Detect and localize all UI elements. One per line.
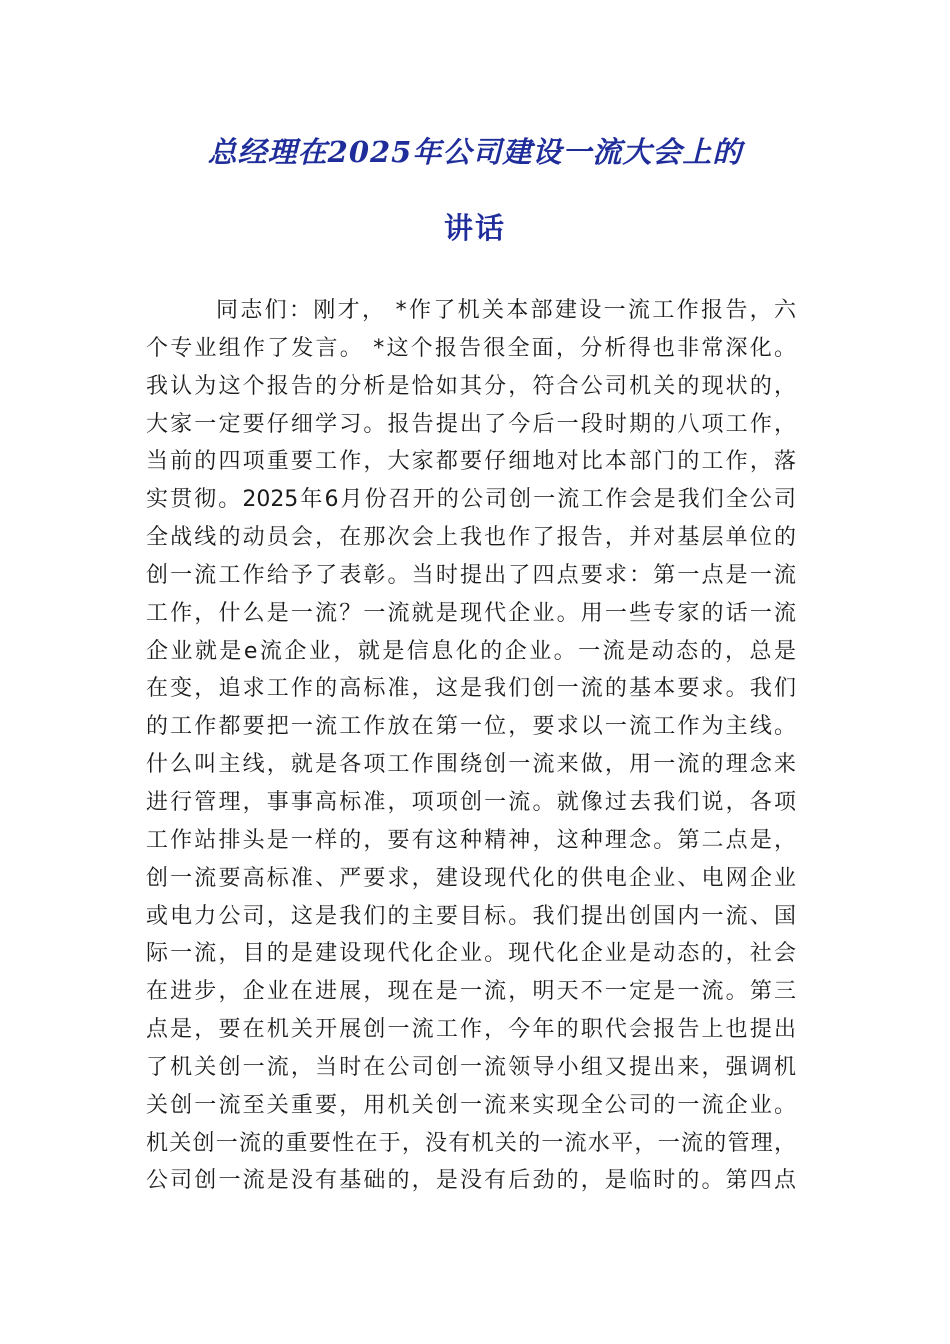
document-title-line-1: 总经理在2025年公司建设一流大会上的 <box>207 135 743 169</box>
body-line: 进行管理，事事高标准，项项创一流。就像过去我们说，各项 <box>146 789 796 815</box>
body-line: 我认为这个报告的分析是恰如其分，符合公司机关的现状的， <box>146 373 796 399</box>
body-line: 机关创一流的重要性在于，没有机关的一流水平，一流的管理， <box>146 1130 796 1156</box>
body-line: 的工作都要把一流工作放在第一位，要求以一流工作为主线。 <box>146 714 796 740</box>
document-title-line-2: 讲话 <box>443 211 506 245</box>
body-line: 当前的四项重要工作，大家都要仔细地对比本部门的工作，落 <box>146 449 796 475</box>
body-line: 工作，什么是一流？一流就是现代企业。用一些专家的话一流 <box>146 600 796 626</box>
body-line: 在进步，企业在进展，现在是一流，明天不一定是一流。第三 <box>146 979 796 1005</box>
body-line: 个专业组作了发言。 *这个报告很全面，分析得也非常深化。 <box>146 335 796 361</box>
body-line: 工作站排头是一样的，要有这种精神，这种理念。第二点是， <box>146 827 796 853</box>
body-line: 点是，要在机关开展创一流工作，今年的职代会报告上也提出 <box>146 1017 796 1043</box>
body-line: 全战线的动员会，在那次会上我也作了报告，并对基层单位的 <box>146 525 796 551</box>
body-line: 公司创一流是没有基础的，是没有后劲的，是临时的。第四点 <box>146 1168 796 1194</box>
body-line: 创一流工作给予了表彰。当时提出了四点要求：第一点是一流 <box>146 562 796 588</box>
body-line: 大家一定要仔细学习。报告提出了今后一段时期的八项工作， <box>146 411 796 437</box>
body-line: 企业就是e流企业，就是信息化的企业。一流是动态的，总是 <box>146 638 796 664</box>
body-line: 同志们：刚才， *作了机关本部建设一流工作报告，六 <box>216 298 796 323</box>
speech-body <box>146 292 796 1200</box>
body-line: 关创一流至关重要，用机关创一流来实现全公司的一流企业。 <box>146 1092 796 1118</box>
body-line: 或电力公司，这是我们的主要目标。我们提出创国内一流、国 <box>146 903 796 929</box>
body-line: 什么叫主线，就是各项工作围绕创一流来做，用一流的理念来 <box>146 752 796 778</box>
body-line: 在变，追求工作的高标准，这是我们创一流的基本要求。我们 <box>146 676 796 702</box>
body-line: 创一流要高标准、严要求，建设现代化的供电企业、电网企业 <box>146 865 796 891</box>
body-line: 实贯彻。2025年6月份召开的公司创一流工作会是我们全公司 <box>146 487 796 513</box>
body-line: 了机关创一流，当时在公司创一流领导小组又提出来，强调机 <box>146 1054 796 1080</box>
body-line: 际一流，目的是建设现代化企业。现代化企业是动态的，社会 <box>146 941 796 967</box>
